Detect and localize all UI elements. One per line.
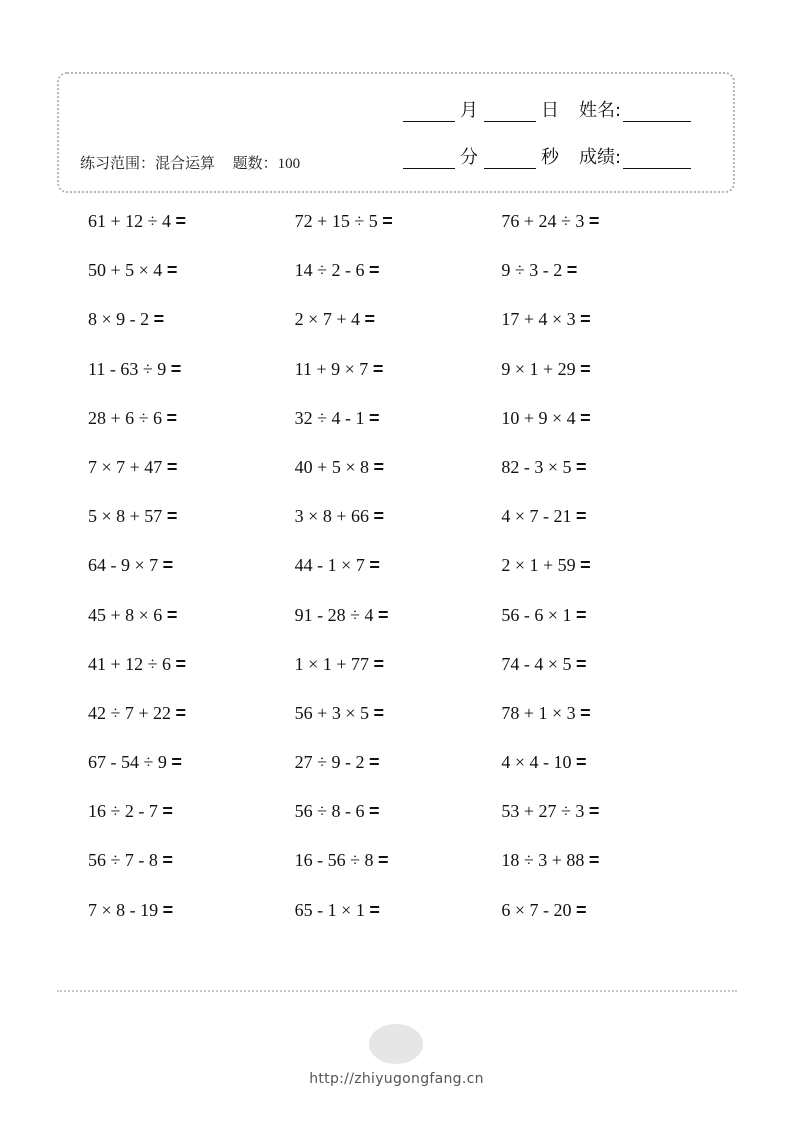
equals-sign: = [369,260,380,281]
equals-sign: = [372,358,384,379]
problem-grid [88,205,708,943]
problem-item [501,303,708,352]
problem-expression: 65 - 1 × 1 [294,899,365,920]
problem-item [88,697,295,746]
problem-item [501,697,708,746]
problem-item [88,648,295,697]
problem-item [501,648,708,697]
equals-sign: = [364,309,375,330]
problem-item [501,746,708,795]
equals-sign: = [576,653,587,674]
problem-item [88,205,295,254]
problem-expression: 5 × 8 + 57 [88,506,163,527]
equals-sign: = [588,801,600,822]
problem-item [88,795,295,844]
month-label: 月 [460,100,478,121]
problem-item [295,353,502,402]
problem-item [295,500,502,549]
problem-item [295,451,502,500]
problem-item [501,844,708,893]
problem-item [295,697,502,746]
problem-item [295,254,502,303]
problem-row [88,353,708,402]
problem-row [88,746,708,795]
equals-sign: = [369,752,380,773]
equals-sign: = [166,407,178,428]
problem-expression: 1 × 1 + 77 [294,653,369,674]
equals-sign: = [166,604,178,625]
problem-item [501,894,708,943]
problem-row [88,894,708,943]
problem-item [295,549,502,598]
equals-sign: = [369,801,380,822]
problem-expression: 56 ÷ 8 - 6 [294,801,365,822]
problem-item [501,549,708,598]
minute-blank[interactable] [403,146,455,169]
second-label: 秒 [541,147,559,168]
equals-sign: = [373,653,384,674]
equals-sign: = [162,555,174,576]
count-label: 题数： [232,154,278,172]
problem-expression: 18 ÷ 3 + 88 [501,850,585,871]
problem-row [88,844,708,893]
problem-item [295,795,502,844]
equals-sign: = [378,604,389,625]
day-blank[interactable] [484,99,536,122]
equals-sign: = [576,899,587,920]
problem-item [501,500,708,549]
problem-expression: 9 ÷ 3 - 2 [501,260,563,281]
equals-sign: = [170,358,182,379]
problem-expression: 41 + 12 ÷ 6 [88,653,172,674]
equals-sign: = [373,702,384,723]
problem-item [501,795,708,844]
equals-sign: = [175,211,187,231]
problem-expression: 56 - 6 × 1 [501,604,572,625]
problem-expression: 74 - 4 × 5 [501,653,572,674]
problem-item [295,599,502,648]
problem-item [501,254,708,303]
problem-expression: 61 + 12 ÷ 4 [88,211,172,231]
problem-expression: 32 ÷ 4 - 1 [294,407,365,428]
problem-expression: 50 + 5 × 4 [88,260,163,281]
problem-expression: 2 × 7 + 4 [294,309,360,330]
problem-expression: 11 - 63 ÷ 9 [88,358,167,379]
count-value: 100 [277,156,301,172]
problem-row [88,451,708,500]
problem-expression: 67 - 54 ÷ 9 [88,752,167,773]
equals-sign: = [175,653,187,674]
equals-sign: = [580,702,591,723]
date-name-row [403,96,691,122]
equals-sign: = [171,752,182,773]
equals-sign: = [373,506,384,527]
problem-expression: 14 ÷ 2 - 6 [294,260,365,281]
equals-sign: = [580,555,591,576]
problem-item [295,303,502,352]
second-blank[interactable] [484,146,536,169]
equals-sign: = [166,456,178,477]
problem-item [295,746,502,795]
problem-expression: 7 × 8 - 19 [88,899,159,920]
problem-expression: 9 × 1 + 29 [501,358,576,379]
problem-row [88,697,708,746]
problem-row [88,500,708,549]
problem-expression: 16 - 56 ÷ 8 [294,850,374,871]
problem-item [88,254,295,303]
problem-expression: 91 - 28 ÷ 4 [294,604,374,625]
problem-item [88,599,295,648]
equals-sign: = [566,260,578,281]
equals-sign: = [166,260,178,281]
problem-item [501,402,708,451]
problem-expression: 56 ÷ 7 - 8 [88,850,158,871]
score-label: 成绩: [579,147,622,168]
problem-expression: 82 - 3 × 5 [501,456,572,477]
problem-expression: 2 × 1 + 59 [501,555,576,576]
problem-item [88,451,295,500]
problem-item [88,549,295,598]
equals-sign: = [580,407,591,428]
equals-sign: = [369,899,380,920]
problem-expression: 72 + 15 ÷ 5 [294,211,378,231]
footer-url: http://zhiyugongfang.cn [309,1071,484,1087]
problem-item [88,303,295,352]
equals-sign: = [166,506,178,527]
problem-expression: 44 - 1 × 7 [294,555,365,576]
time-score-row [403,143,691,169]
problem-item [88,746,295,795]
equals-sign: = [580,358,591,379]
problem-item [88,353,295,402]
equals-sign: = [369,407,380,428]
problem-expression: 3 × 8 + 66 [294,506,369,527]
problem-item [501,599,708,648]
problem-row [88,648,708,697]
problem-expression: 28 + 6 ÷ 6 [88,407,163,428]
day-label: 日 [541,100,559,121]
footer-divider [57,990,737,992]
worksheet-header [57,72,735,193]
scope-label: 练习范围：混合运算 [80,154,216,172]
problem-item [88,894,295,943]
problem-expression: 17 + 4 × 3 [501,309,576,330]
equals-sign: = [369,555,380,576]
problem-expression: 16 ÷ 2 - 7 [88,801,158,822]
name-label: 姓名: [579,100,622,121]
problem-item [295,402,502,451]
problem-item [501,451,708,500]
problem-expression: 40 + 5 × 8 [294,456,369,477]
equals-sign: = [162,850,173,871]
problem-expression: 27 ÷ 9 - 2 [294,752,365,773]
equals-sign: = [175,702,187,723]
problem-expression: 8 × 9 - 2 [88,309,150,330]
problem-expression: 45 + 8 × 6 [88,604,163,625]
problem-row [88,795,708,844]
problem-row [88,402,708,451]
equals-sign: = [580,309,591,330]
practice-scope [80,152,300,173]
problem-expression: 7 × 7 + 47 [88,456,163,477]
minute-label: 分 [460,147,478,168]
equals-sign: = [588,211,600,231]
problem-expression: 53 + 27 ÷ 3 [501,801,585,822]
equals-sign: = [373,456,384,477]
name-blank[interactable] [623,99,691,122]
equals-sign: = [588,850,600,871]
problem-expression: 64 - 9 × 7 [88,555,159,576]
problem-item [501,353,708,402]
equals-sign: = [153,309,165,330]
equals-sign: = [576,456,587,477]
problem-expression: 4 × 4 - 10 [501,752,572,773]
problem-item [88,500,295,549]
problem-row [88,303,708,352]
problem-item [295,894,502,943]
problem-expression: 4 × 7 - 21 [501,506,572,527]
problem-expression: 76 + 24 ÷ 3 [501,211,585,231]
equals-sign: = [576,506,587,527]
problem-row [88,254,708,303]
problem-row [88,599,708,648]
problem-item [88,844,295,893]
equals-sign: = [576,604,587,625]
equals-sign: = [162,801,173,822]
problem-row [88,549,708,598]
equals-sign: = [576,752,587,773]
problem-expression: 42 ÷ 7 + 22 [88,702,172,723]
month-blank[interactable] [403,99,455,122]
problem-item [295,205,502,254]
problem-item [295,844,502,893]
problem-expression: 56 + 3 × 5 [294,702,369,723]
problem-expression: 10 + 9 × 4 [501,407,576,428]
problem-expression: 11 + 9 × 7 [294,358,369,379]
equals-sign: = [378,850,389,871]
problem-expression: 6 × 7 - 20 [501,899,572,920]
problem-item [88,402,295,451]
equals-sign: = [382,211,393,231]
problem-item [295,648,502,697]
page-circle [369,1024,423,1064]
problem-item [501,205,708,254]
problem-expression: 78 + 1 × 3 [501,702,576,723]
score-blank[interactable] [623,146,691,169]
problem-row [88,205,708,254]
equals-sign: = [162,899,174,920]
